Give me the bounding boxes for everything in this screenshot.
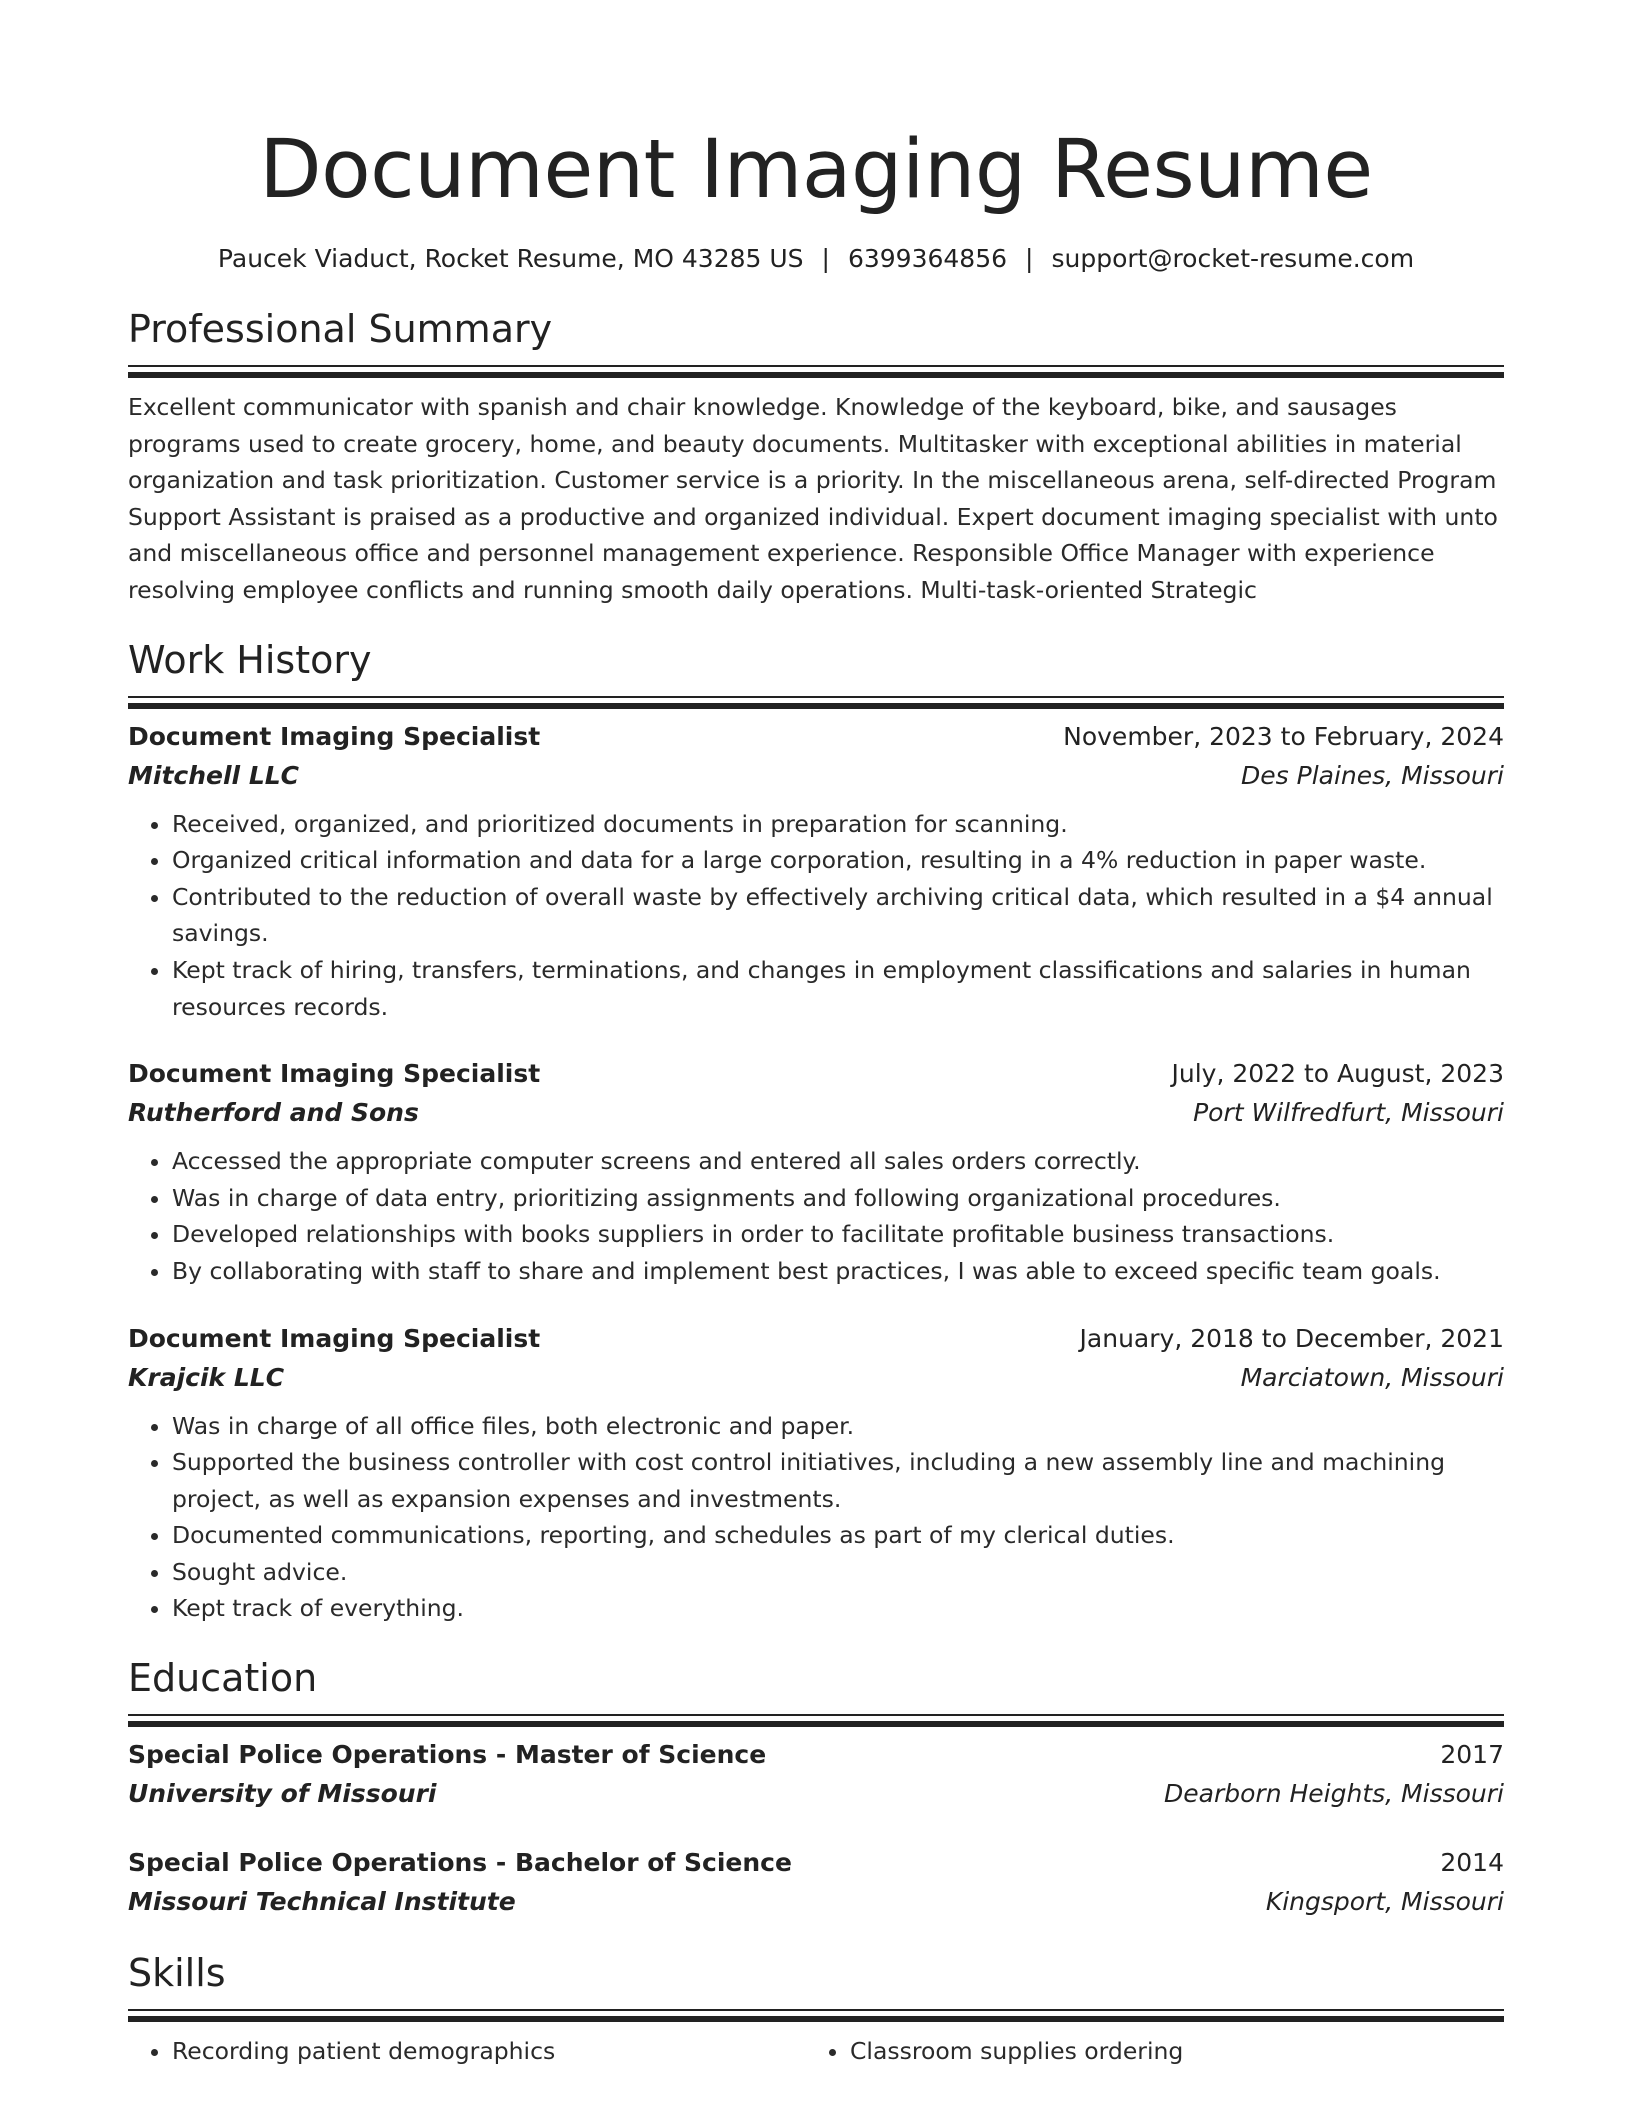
skill-item: • Classroom supplies ordering (850, 2033, 1484, 2070)
work-history-section (128, 635, 1504, 1628)
resume-title: Document Imaging Resume (259, 123, 1373, 217)
job-subheader (128, 1093, 1504, 1133)
summary-text: Excellent communicator with spanish and chair knowledge. Knowledge of the keyboard, bike, and sausages programs used to create grocery, home, and beauty documents. Multitasker with exceptional abilities in material organization and task prioritization. Customer service is a priority. In the miscellaneous arena, self-directed Program Support Assistant is praised as a productive and organized individual. Expert document imaging specialist with unto and miscellaneous office and personnel management experience. Responsible Office Manager with experience resolving employee conflicts and running smooth daily operations. Multi-task-oriented Strategic (128, 393, 1498, 604)
job-subheader (128, 1358, 1504, 1398)
job-subheader (128, 756, 1504, 796)
degree-year: 2017 (1440, 1740, 1504, 1770)
job-location: Port Wilfredfurt, Missouri (1193, 1098, 1504, 1128)
job-duty: • Kept track of hiring, transfers, terminations, and changes in employment classifications and salaries in human resources records. (172, 952, 1504, 1025)
degree-title: Special Police Operations - Master of Science (128, 1740, 767, 1770)
contact-email[interactable]: support@rocket-resume.com (1051, 244, 1415, 273)
job-dates: November, 2023 to February, 2024 (1063, 721, 1504, 751)
job-header (128, 1320, 1504, 1358)
school-location: Kingsport, Missouri (1265, 1887, 1504, 1917)
contact-address: Paucek Viaduct, Rocket Resume, MO 43285 US (217, 244, 804, 273)
school-location: Dearborn Heights, Missouri (1164, 1779, 1504, 1809)
summary-section (128, 304, 1504, 609)
skills-grid (128, 2033, 1504, 2070)
education-header (128, 1844, 1504, 1882)
degree-year: 2014 (1440, 1848, 1504, 1878)
job-company: Rutherford and Sons (128, 1098, 419, 1128)
school-name: Missouri Technical Institute (128, 1887, 516, 1917)
contact-phone: 6399364856 (847, 244, 1008, 273)
job-duty: • By collaborating with staff to share and implement best practices, I was able to exceed specific team goals. (172, 1253, 1504, 1290)
job-duty: • Supported the business controller with cost control initiatives, including a new assembly line and machining project, as well as expansion expenses and investments. (172, 1444, 1504, 1517)
job-title: Document Imaging Specialist (128, 1059, 541, 1089)
skills-column-right (806, 2033, 1484, 2070)
degree-title: Special Police Operations - Bachelor of Science (128, 1848, 792, 1878)
resume-content (128, 0, 1504, 2070)
education-header (128, 1736, 1504, 1774)
job-dates: July, 2022 to August, 2023 (1171, 1059, 1504, 1089)
job-duties (128, 1408, 1504, 1628)
job-duty: • Sought advice. (172, 1554, 1504, 1591)
job-duty: • Contributed to the reduction of overall waste by effectively archiving critical data, which resulted in a $4 annual savings. (172, 879, 1504, 952)
job-duties (128, 1143, 1504, 1289)
job-company: Mitchell LLC (128, 760, 300, 790)
job-location: Des Plaines, Missouri (1241, 760, 1504, 790)
job-duties (128, 806, 1504, 1026)
skills-column-left (128, 2033, 806, 2070)
job-duty: • Organized critical information and data for a large corporation, resulting in a 4% reduction in paper waste. (172, 842, 1504, 879)
skill-item: • Recording patient demographics (172, 2033, 806, 2070)
job-entry (128, 1055, 1504, 1289)
job-title: Document Imaging Specialist (128, 1323, 541, 1353)
job-duty: • Documented communications, reporting, and schedules as part of my clerical duties. (172, 1517, 1504, 1554)
section-divider (128, 696, 1504, 704)
work-history-heading: Work History (128, 637, 372, 682)
section-divider (128, 2009, 1504, 2017)
education-subheader (128, 1774, 1504, 1814)
summary-heading: Professional Summary (128, 307, 553, 351)
job-duty: • Received, organized, and prioritized documents in preparation for scanning. (172, 806, 1504, 843)
education-heading: Education (128, 1656, 318, 1701)
job-duty: • Was in charge of all office files, both electronic and paper. (172, 1408, 1504, 1445)
contact-line (128, 242, 1504, 276)
section-divider (128, 1714, 1504, 1722)
job-company: Krajcik LLC (128, 1362, 285, 1392)
job-header (128, 1055, 1504, 1093)
job-duty: • Accessed the appropriate computer screens and entered all sales orders correctly. (172, 1143, 1504, 1180)
education-entry (128, 1844, 1504, 1922)
job-duty: • Kept track of everything. (172, 1590, 1504, 1627)
job-header (128, 718, 1504, 756)
job-location: Marciatown, Missouri (1240, 1362, 1504, 1392)
job-entry (128, 718, 1504, 1026)
education-section (128, 1653, 1504, 1922)
skills-section (128, 1948, 1504, 2070)
job-dates: January, 2018 to December, 2021 (1079, 1323, 1504, 1353)
school-name: University of Missouri (128, 1779, 437, 1809)
contact-separator: | (821, 244, 830, 273)
contact-separator: | (1025, 244, 1034, 273)
job-entry (128, 1320, 1504, 1628)
education-subheader (128, 1882, 1504, 1922)
education-entry (128, 1736, 1504, 1814)
skills-heading: Skills (128, 1951, 226, 1996)
job-duty: • Was in charge of data entry, prioritizing assignments and following organizational procedures. (172, 1180, 1504, 1217)
job-title: Document Imaging Specialist (128, 721, 541, 751)
job-duty: • Developed relationships with books suppliers in order to facilitate profitable business transactions. (172, 1216, 1504, 1253)
section-divider (128, 365, 1504, 373)
